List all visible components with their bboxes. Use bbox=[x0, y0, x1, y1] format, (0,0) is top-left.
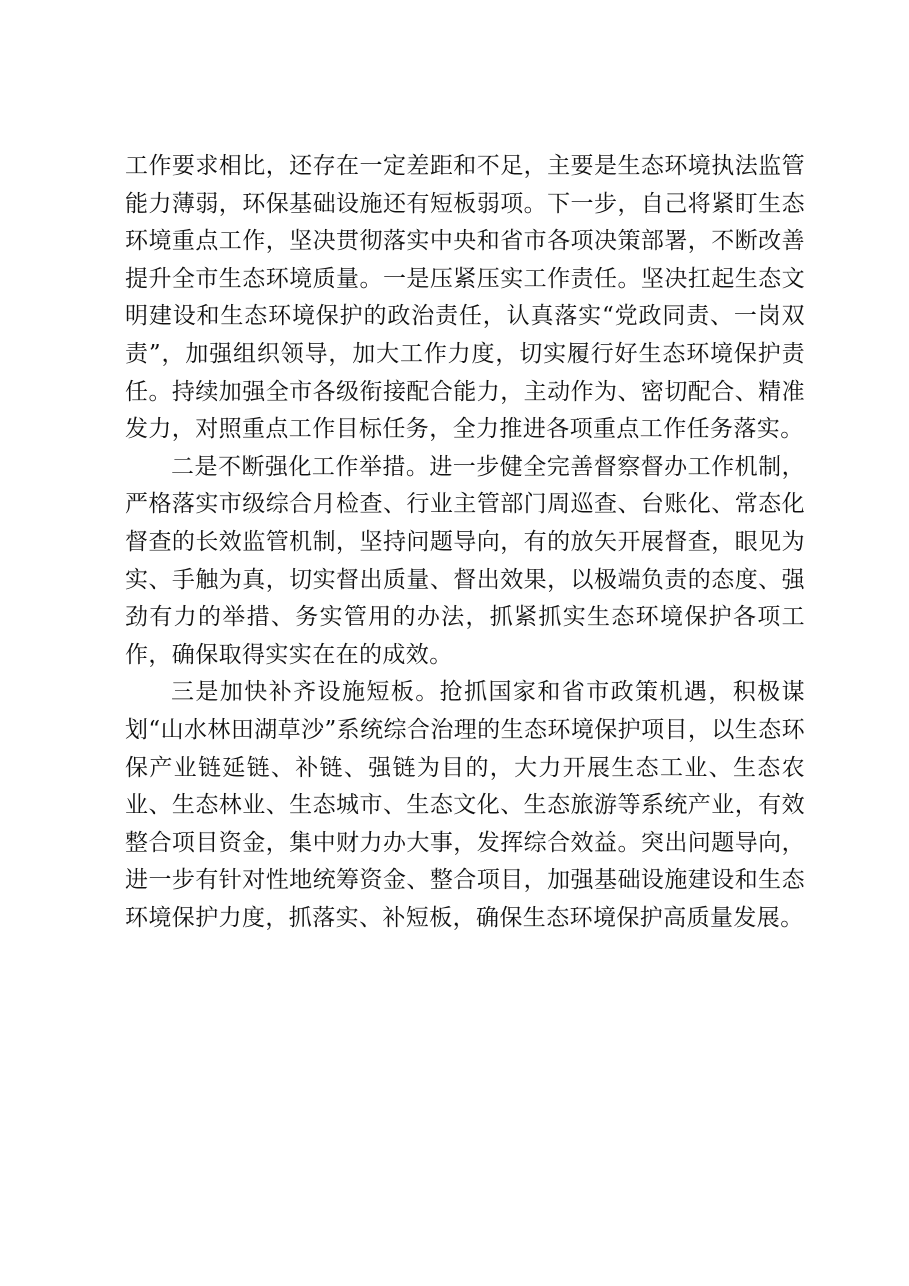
paragraph-measure-two: 二是不断强化工作举措。进一步健全完善督察督办工作机制，严格落实市级综合月检查、行业主管部门周巡查、台账化、常态化督查的长效监管机制，坚持问题导向，有的放矢开展督查，眼见为实、手触为真，切实督出质量、督出效果，以极端负责的态度、强劲有力的举措、务实管用的办法，抓紧抓实生态环境保护各项工作，确保取得实实在在的成效。 bbox=[125, 453, 805, 668]
paragraph-measure-three: 三是加快补齐设施短板。抢抓国家和省市政策机遇，积极谋划“山水林田湖草沙”系统综合治理的生态环境保护项目，以生态环保产业链延链、补链、强链为目的，大力开展生态工业、生态农业、生态林业、生态城市、生态文化、生态旅游等系统产业，有效整合项目资金，集中财力办大事，发挥综合效益。突出问题导向，进一步有针对性地统筹资金、整合项目，加强基础设施建设和生态环境保护力度，抓落实、补短板，确保生态环境保护高质量发展。 bbox=[125, 679, 805, 931]
document-body bbox=[125, 148, 805, 937]
paragraph-continuation: 工作要求相比，还存在一定差距和不足，主要是生态环境执法监管能力薄弱，环保基础设施还有短板弱项。下一步，自己将紧盯生态环境重点工作，坚决贯彻落实中央和省市各项决策部署，不断改善提升全市生态环境质量。一是压紧压实工作责任。坚决扛起生态文明建设和生态环境保护的政治责任，认真落实“党政同责、一岗双责”，加强组织领导，加大工作力度，切实履行好生态环境保护责任。持续加强全市各级衔接配合能力，主动作为、密切配合、精准发力，对照重点工作目标任务，全力推进各项重点工作任务落实。 bbox=[125, 153, 805, 443]
